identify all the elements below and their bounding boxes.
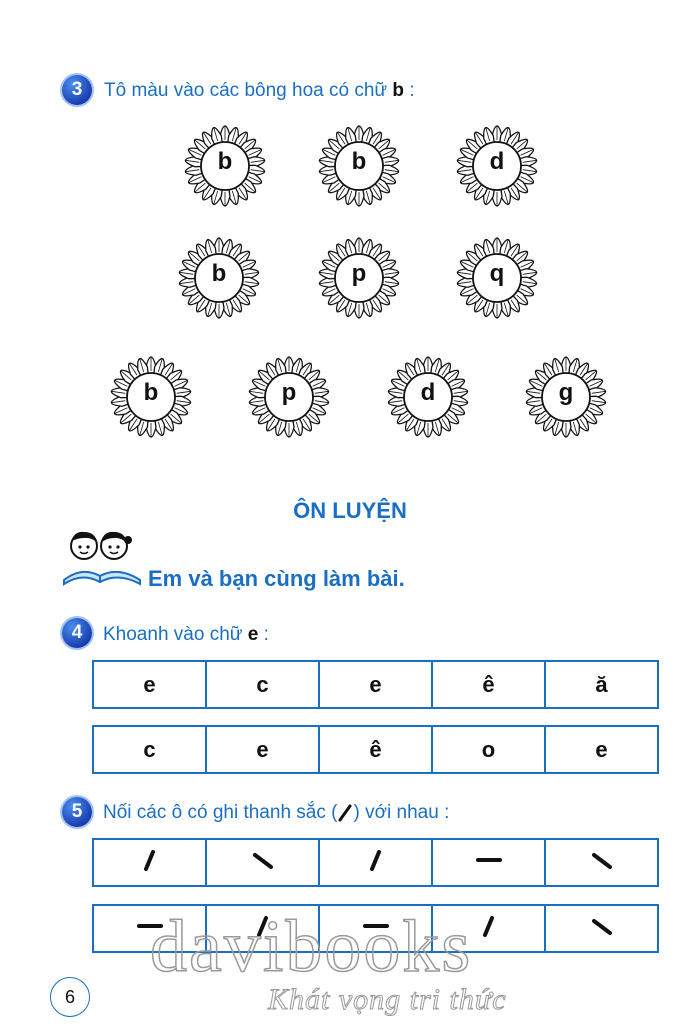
exercise-5-instruction: Nối các ô có ghi thanh sắc ( (103, 802, 338, 823)
tone-mark-cell[interactable] (319, 839, 432, 886)
flower-letter: b (217, 148, 233, 175)
page-number: 6 (50, 977, 90, 1017)
letter-cell[interactable]: e (545, 726, 658, 773)
flower-3[interactable] (445, 114, 549, 218)
exercise-3-target-letter: b (392, 80, 404, 101)
flower-letter: b (211, 260, 227, 287)
exercise-4-suffix: : (263, 624, 269, 645)
exercise-4-target-letter: e (247, 624, 259, 645)
letter-cell[interactable]: c (206, 661, 319, 708)
flower-letter: q (489, 260, 505, 287)
flower-6[interactable] (445, 226, 549, 330)
tone-mark-cell[interactable] (432, 839, 545, 886)
exercise-3-suffix: : (409, 80, 415, 101)
grave-mark-icon (250, 847, 276, 873)
exercise-4-grid-row-1 (92, 660, 659, 709)
flower-8[interactable] (237, 345, 341, 449)
watermark-slogan: Khát vọng tri thức (268, 983, 507, 1016)
grave-mark-icon (589, 847, 615, 873)
tone-mark-cell[interactable] (545, 905, 658, 952)
flower-4[interactable] (167, 226, 271, 330)
exercise-4-badge: 4 (62, 618, 92, 648)
letter-cell[interactable]: o (432, 726, 545, 773)
flower-letter: d (489, 148, 505, 175)
flower-letter: p (351, 260, 367, 287)
letter-cell[interactable]: e (319, 661, 432, 708)
letter-cell[interactable]: e (93, 661, 206, 708)
exercise-3-badge: 3 (62, 75, 92, 105)
exercise-5-instruction-end: ) với nhau : (353, 802, 450, 823)
exercise-5-grid-row-1 (92, 838, 659, 887)
letter-cell[interactable]: ê (432, 661, 545, 708)
acute-mark-icon (476, 913, 502, 939)
grave-mark-icon (589, 913, 615, 939)
exercise-3-instruction: Tô màu vào các bông hoa có chữ (104, 80, 388, 101)
acute-mark-icon (337, 804, 353, 822)
exercise-4-grid-row-2 (92, 725, 659, 774)
section-heading: ÔN LUYỆN (293, 498, 407, 523)
flower-letter: b (351, 148, 367, 175)
exercise-4-instruction: Khoanh vào chữ (103, 624, 243, 645)
flower-9[interactable] (376, 345, 480, 449)
flower-letter: g (558, 379, 574, 406)
exercise-4-title (103, 624, 269, 646)
tone-mark-cell[interactable] (93, 839, 206, 886)
level-mark-icon (476, 847, 502, 873)
flower-letter: b (143, 379, 159, 406)
acute-mark-icon (137, 847, 163, 873)
flower-letter: d (420, 379, 436, 406)
exercise-5-badge: 5 (62, 797, 92, 827)
flower-7[interactable] (99, 345, 203, 449)
flower-10[interactable] (514, 345, 618, 449)
exercise-3-title (104, 80, 415, 102)
section-subtitle: Em và bạn cùng làm bài. (148, 566, 405, 591)
letter-cell[interactable]: c (93, 726, 206, 773)
flower-5[interactable] (307, 226, 411, 330)
letter-cell[interactable]: ă (545, 661, 658, 708)
acute-mark-icon (363, 847, 389, 873)
flower-letter: p (281, 379, 297, 406)
flower-2[interactable] (307, 114, 411, 218)
letter-cell[interactable]: ê (319, 726, 432, 773)
children-reading-icon (62, 528, 144, 586)
exercise-5-title (103, 802, 449, 824)
watermark-brand: davibooks (150, 906, 473, 988)
flower-1[interactable] (173, 114, 277, 218)
tone-mark-cell[interactable] (545, 839, 658, 886)
letter-cell[interactable]: e (206, 726, 319, 773)
tone-mark-cell[interactable] (206, 839, 319, 886)
